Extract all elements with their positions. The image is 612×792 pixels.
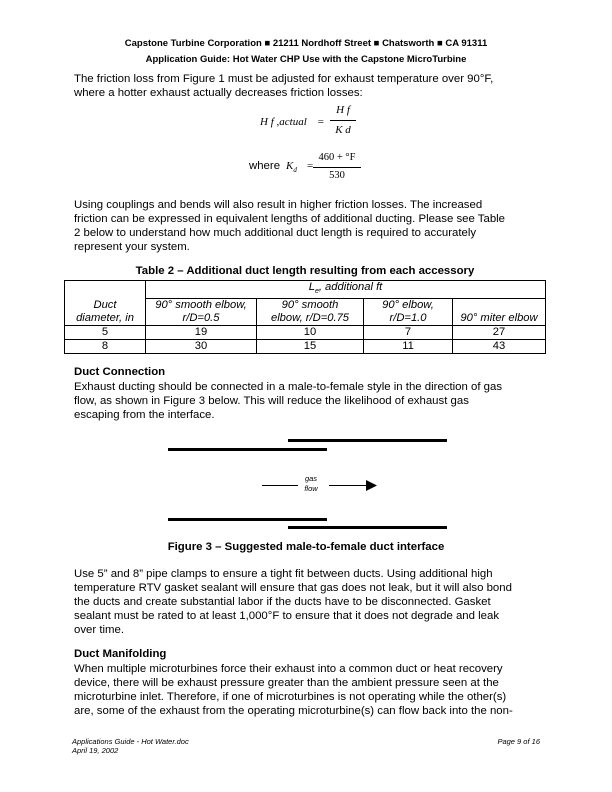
duct-connection-heading: Duct Connection — [74, 366, 166, 378]
table2-caption: Table 2 – Additional duct length resulting from each accessory — [135, 265, 475, 277]
table-header-smooth-0-75: 90° smooth elbow, r/D=0.75 — [257, 299, 364, 326]
intro-paragraph: The friction loss from Figure 1 must be adjusted for exhaust temperature over 90°F, where a hotter exhaust actually decreases friction losses: — [74, 73, 494, 99]
separator-icon: ■ — [436, 38, 443, 49]
gas-flow-label: gas flow — [304, 474, 318, 493]
table-group-header: $L_e$, additional ft — [146, 281, 546, 299]
table-header-diameter: Duct diameter, in — [65, 299, 146, 326]
table-row: 8 30 15 11 43 — [65, 340, 546, 354]
couplings-paragraph: Using couplings and bends will also result in higher friction losses. The increased friction can be expressed in equivalent lengths of additional ducting. Please see Table 2 below to understand how much additional duct length is required to accurately represent your system. — [74, 199, 506, 253]
header-city: Chatsworth — [382, 38, 435, 49]
footer-filename: Applications Guide - Hot Water.doc — [72, 737, 189, 746]
duct-connection-paragraph: Exhaust ducting should be connected in a male-to-female style in the direction of gas flow, as shown in Figure 3 below. This will reduce the likelihood of exhaust gas escaping from the interface. — [74, 381, 503, 421]
table-row: 5 19 10 7 27 — [65, 326, 546, 340]
where-label: where — [249, 160, 281, 172]
male-duct-top-wall — [168, 448, 327, 451]
arrow-right-icon — [366, 480, 378, 491]
separator-icon: ■ — [373, 38, 380, 49]
accessory-length-table — [64, 280, 546, 354]
clamps-paragraph: Use 5” and 8” pipe clamps to ensure a tight fit between ducts. Using additional high temperature RTV gasket sealant will ensure that gas does not leak, but it will also bond the ducts and create substantial labor if the ducts have to be disconnected. Gasket sealant must be rated to at least 1,000°F to ensure that it does not degrade and leak over time. — [74, 568, 512, 636]
footer-left — [72, 737, 189, 755]
table-header-smooth-0-5: 90° smooth elbow, r/D=0.5 — [146, 299, 257, 326]
equation-equals: = — [317, 116, 325, 128]
figure3-caption: Figure 3 – Suggested male-to-female duct interface — [167, 541, 445, 553]
footer-page-number: Page 9 of 16 — [497, 737, 540, 746]
document-header-line1 — [0, 38, 612, 49]
male-duct-bottom-wall — [168, 518, 327, 521]
flow-line-left — [262, 485, 298, 486]
header-state-zip: CA 91311 — [445, 38, 488, 49]
fraction-bar — [330, 120, 356, 121]
duct-manifolding-paragraph: When multiple microturbines force their exhaust into a common duct or heat recovery device, there will be exhaust pressure greater than the ambient pressure seen at the microturbine inlet. Therefore, if one of microturbines is not operating while the other(s) are, some of the exhaust from the operating microturbine(s) can flow back into the non- — [74, 663, 513, 717]
separator-icon: ■ — [264, 38, 271, 49]
kd-numerator: 460 + °F — [318, 152, 356, 163]
flow-line-right — [329, 485, 367, 486]
female-duct-bottom-wall — [288, 526, 447, 529]
document-header-line2: Application Guide: Hot Water CHP Use with the Capstone MicroTurbine — [145, 54, 467, 65]
header-company: Capstone Turbine Corporation — [124, 38, 262, 49]
duct-manifolding-heading: Duct Manifolding — [74, 648, 167, 660]
table-header-elbow-1-0: 90° elbow, r/D=1.0 — [364, 299, 453, 326]
equation-lhs: H f ,actual — [260, 116, 307, 128]
table-header-miter: 90° miter elbow — [453, 299, 546, 326]
table-header-blank — [65, 281, 146, 299]
footer-date: April 19, 2002 — [72, 746, 119, 755]
equation-numerator: H f — [336, 104, 350, 116]
female-duct-top-wall — [288, 439, 447, 442]
kd-symbol: $K_d$ — [286, 160, 297, 175]
header-street: 21211 Nordhoff Street — [272, 38, 372, 49]
equation-equals: = — [307, 160, 314, 172]
kd-denominator: 530 — [329, 170, 345, 181]
fraction-bar — [313, 167, 361, 168]
equation-denominator: K d — [335, 124, 351, 136]
